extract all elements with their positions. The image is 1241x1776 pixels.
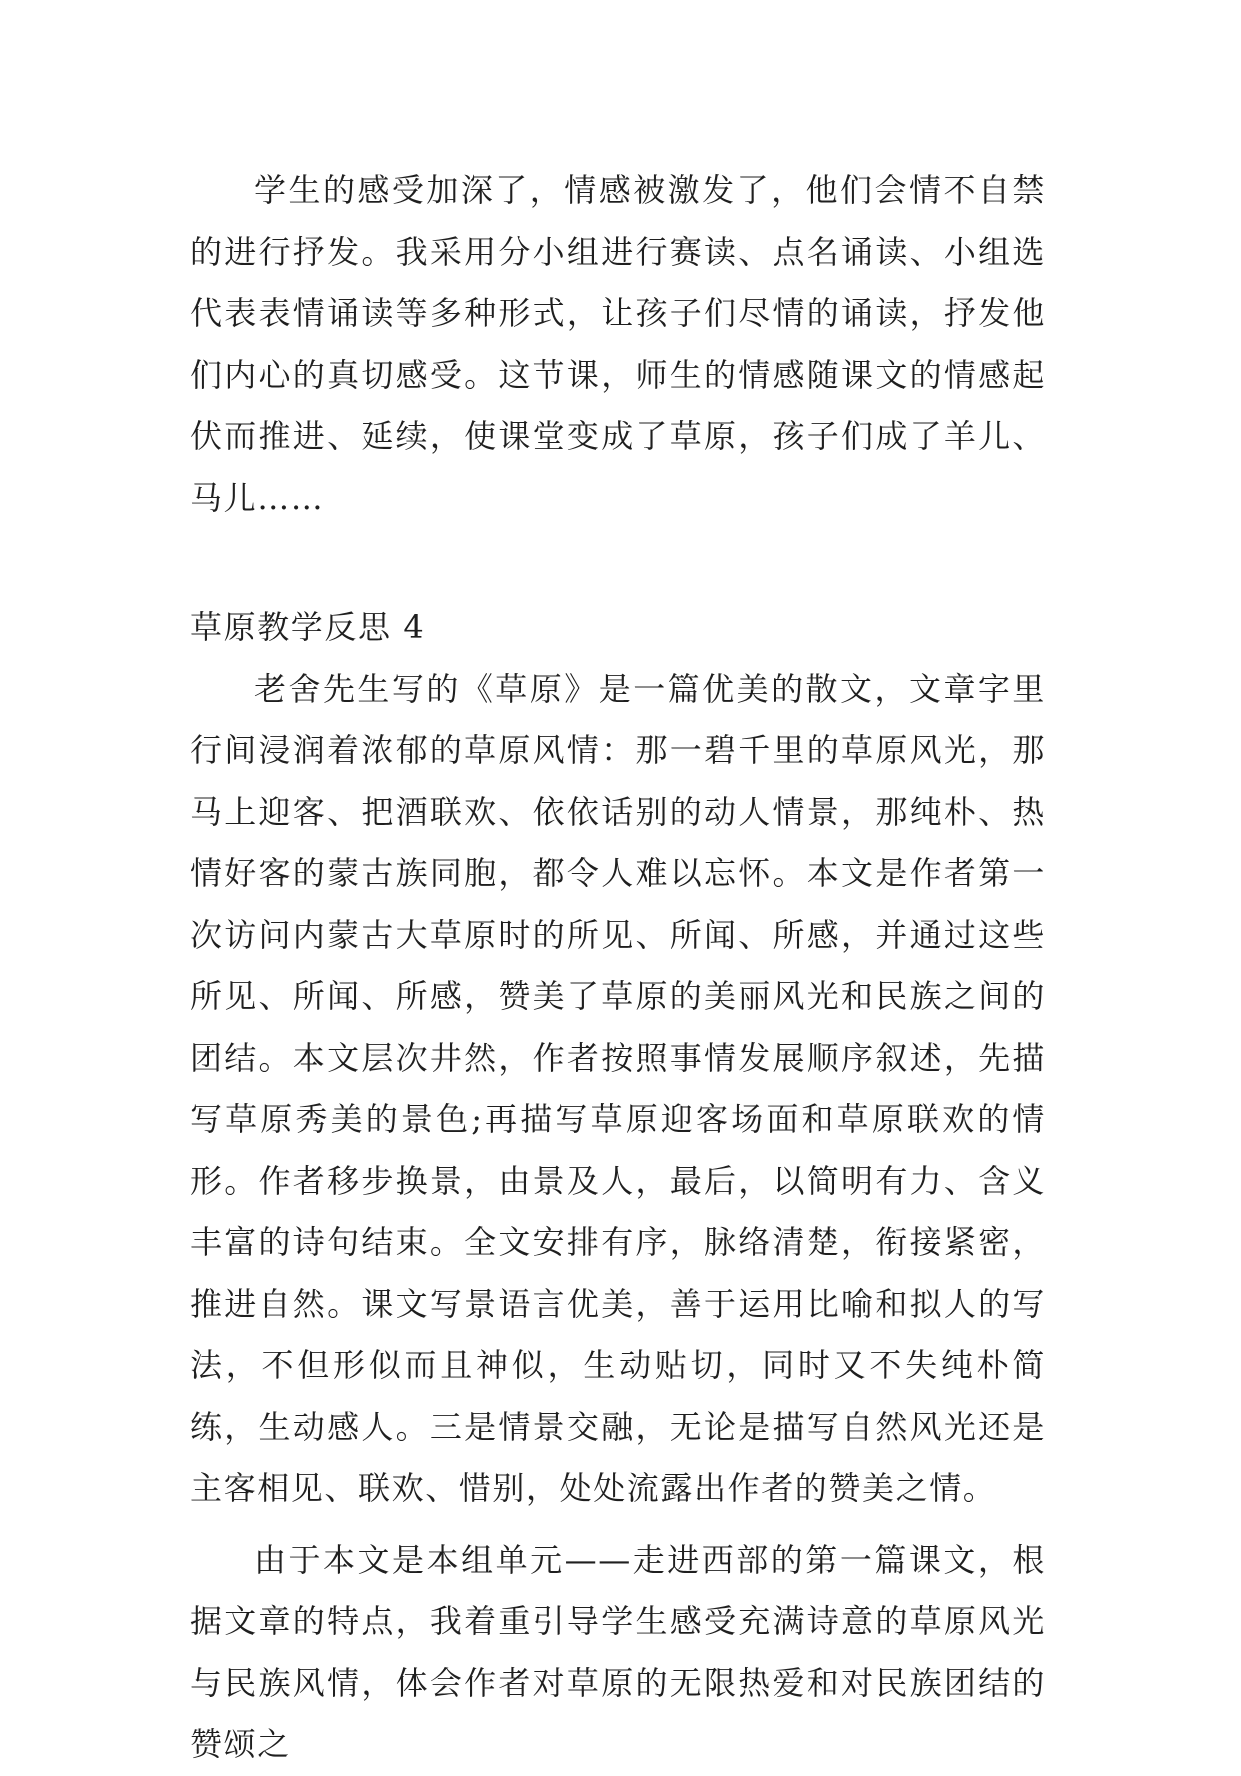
section-heading: 草原教学反思 4 xyxy=(190,608,426,646)
document-body xyxy=(190,160,1046,1776)
paragraph-1: 老舍先生写的《草原》是一篇优美的散文，文章字里行间浸润着浓郁的草原风情：那一碧千里的草原风光，那马上迎客、把酒联欢、依依话别的动人情景，那纯朴、热情好客的蒙古族同胞，都令人难以忘怀。本文是作者第一次访问内蒙古大草原时的所见、所闻、所感，并通过这些所见、所闻、所感，赞美了草原的美丽风光和民族之间的团结。本文层次井然，作者按照事情发展顺序叙述，先描写草原秀美的景色;再描写草原迎客场面和草原联欢的情形。作者移步换景，由景及人，最后，以简明有力、含义丰富的诗句结束。全文安排有序，脉络清楚，衔接紧密，推进自然。课文写景语言优美，善于运用比喻和拟人的写法，不但形似而且神似，生动贴切，同时又不失纯朴简练，生动感人。三是情景交融，无论是描写自然风光还是主客相见、联欢、惜别，处处流露出作者的赞美之情。 xyxy=(190,669,1046,1507)
paragraph-continued: 学生的感受加深了，情感被激发了，他们会情不自禁的进行抒发。我采用分小组进行赛读、点名诵读、小组选代表表情诵读等多种形式，让孩子们尽情的诵读，抒发他们内心的真切感受。这节课，师生的情感随课文的情感起伏而推进、延续，使课堂变成了草原，孩子们成了羊儿、马儿…… xyxy=(190,171,1046,517)
paragraph-2: 由于本文是本组单元——走进西部的第一篇课文，根据文章的特点，我着重引导学生感受充满诗意的草原风光与民族风情，体会作者对草原的无限热爱和对民族团结的赞颂之 xyxy=(190,1540,1046,1763)
